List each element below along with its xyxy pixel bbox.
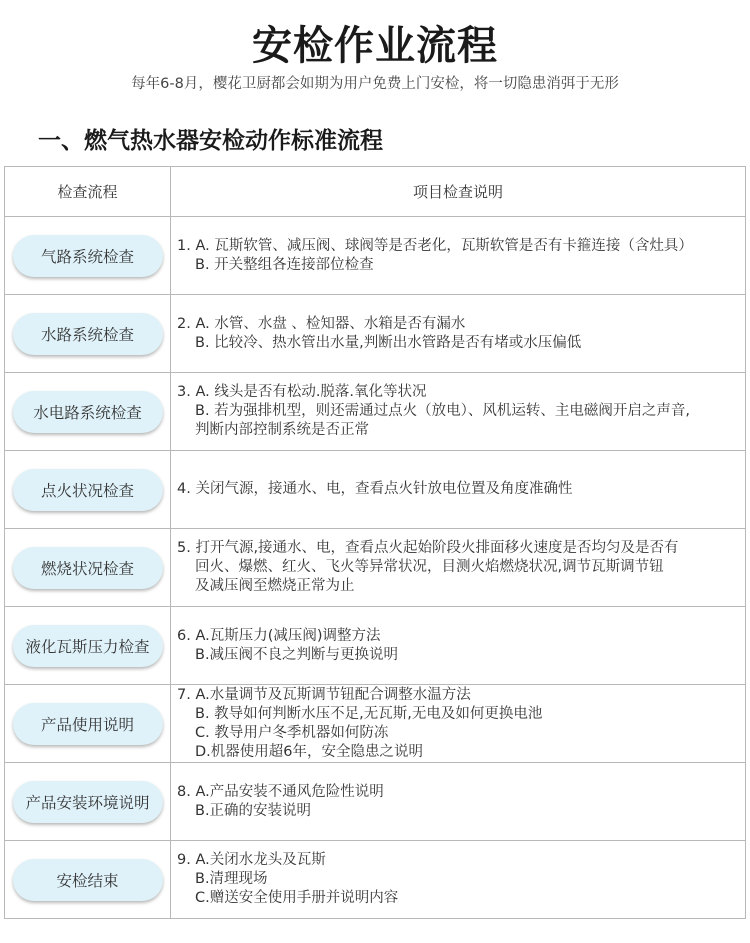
- description-cell: [171, 451, 746, 529]
- table-row: [5, 607, 746, 685]
- table-row: [5, 451, 746, 529]
- description-cell: [171, 607, 746, 685]
- step-cell: [5, 841, 171, 919]
- description-line: C. 教导用户冬季机器如何防冻: [195, 724, 389, 741]
- description-line: D.机器使用超6年，安全隐患之说明: [195, 743, 423, 760]
- step-cell: [5, 295, 171, 373]
- table-header-row: [5, 167, 746, 217]
- step-cell: [5, 373, 171, 451]
- description-line: B. 教导如何判断水压不足,无瓦斯,无电及如何更换电池: [195, 705, 543, 722]
- description-line: B. 若为强排机型，则还需通过点火（放电）、风机运转、主电磁阀开启之声音,: [195, 403, 691, 419]
- description-line: B.清理现场: [195, 871, 268, 887]
- step-cell: [5, 685, 171, 763]
- step-pill: 气路系统检查: [13, 235, 163, 277]
- description-line: 回火、爆燃、红火、飞火等异常状况，目测火焰燃烧状况,调节瓦斯调节钮: [195, 559, 664, 575]
- header-step: 检查流程: [5, 167, 171, 217]
- description-line: 1. A. 瓦斯软管、减压阀、球阀等是否老化，瓦斯软管是否有卡箍连接（含灶具）: [177, 237, 693, 254]
- description-line: 5. 打开气源,接通水、电，查看点火起始阶段火排面移火速度是否均匀及是否有: [177, 540, 679, 556]
- description-line: 9. A.关闭水龙头及瓦斯: [177, 852, 326, 868]
- table-row: [5, 217, 746, 295]
- description-cell: [171, 685, 746, 763]
- description-cell: [171, 841, 746, 919]
- description-line: B. 比较冷、热水管出水量,判断出水管路是否有堵或水压偏低: [195, 334, 582, 351]
- table-row: [5, 841, 746, 919]
- page-title: 安检作业流程: [252, 23, 498, 69]
- step-pill: 产品安装环境说明: [13, 781, 163, 823]
- step-cell: [5, 607, 171, 685]
- section-heading: 一、燃气热水器安检动作标准流程: [38, 128, 383, 154]
- description-line: 2. A. 水管、水盘 、检知器、水箱是否有漏水: [177, 315, 466, 332]
- description-line: 8. A.产品安装不通风危险性说明: [177, 783, 384, 800]
- step-pill: 燃烧状况检查: [13, 547, 163, 589]
- table-row: [5, 685, 746, 763]
- step-cell: [5, 217, 171, 295]
- table-row: [5, 295, 746, 373]
- description-line: 7. A.水量调节及瓦斯调节钮配合调整水温方法: [177, 686, 471, 703]
- description-line: 4. 关闭气源，接通水、电，查看点火针放电位置及角度准确性: [177, 481, 573, 497]
- description-cell: [171, 295, 746, 373]
- step-cell: [5, 451, 171, 529]
- description-cell: [171, 763, 746, 841]
- description-cell: [171, 373, 746, 451]
- page-subtitle: 每年6-8月，樱花卫厨都会如期为用户免费上门安检，将一切隐患消弭于无形: [131, 76, 619, 92]
- description-line: B. 开关整组各连接部位检查: [195, 256, 374, 273]
- description-line: B.正确的安装说明: [195, 802, 312, 819]
- step-pill: 液化瓦斯压力检查: [13, 625, 163, 667]
- description-line: 3. A. 线头是否有松动.脱落.氧化等状况: [177, 384, 427, 400]
- description-line: C.赠送安全使用手册并说明内容: [195, 890, 399, 906]
- description-line: 及减压阀至燃烧正常为止: [195, 578, 355, 594]
- table-row: [5, 763, 746, 841]
- header-description: 项目检查说明: [171, 167, 746, 217]
- description-line: 判断内部控制系统是否正常: [195, 422, 369, 438]
- step-pill: 水电路系统检查: [13, 391, 163, 433]
- step-pill: 点火状况检查: [13, 469, 163, 511]
- step-pill: 水路系统检查: [13, 313, 163, 355]
- step-cell: [5, 763, 171, 841]
- step-cell: [5, 529, 171, 607]
- table-row: [5, 529, 746, 607]
- step-pill: 安检结束: [13, 859, 163, 901]
- description-line: B.减压阀不良之判断与更换说明: [195, 646, 399, 663]
- step-pill: 产品使用说明: [13, 703, 163, 745]
- description-line: 6. A.瓦斯压力(减压阀)调整方法: [177, 627, 381, 644]
- inspection-table: [4, 166, 746, 919]
- description-cell: [171, 529, 746, 607]
- description-cell: [171, 217, 746, 295]
- table-row: [5, 373, 746, 451]
